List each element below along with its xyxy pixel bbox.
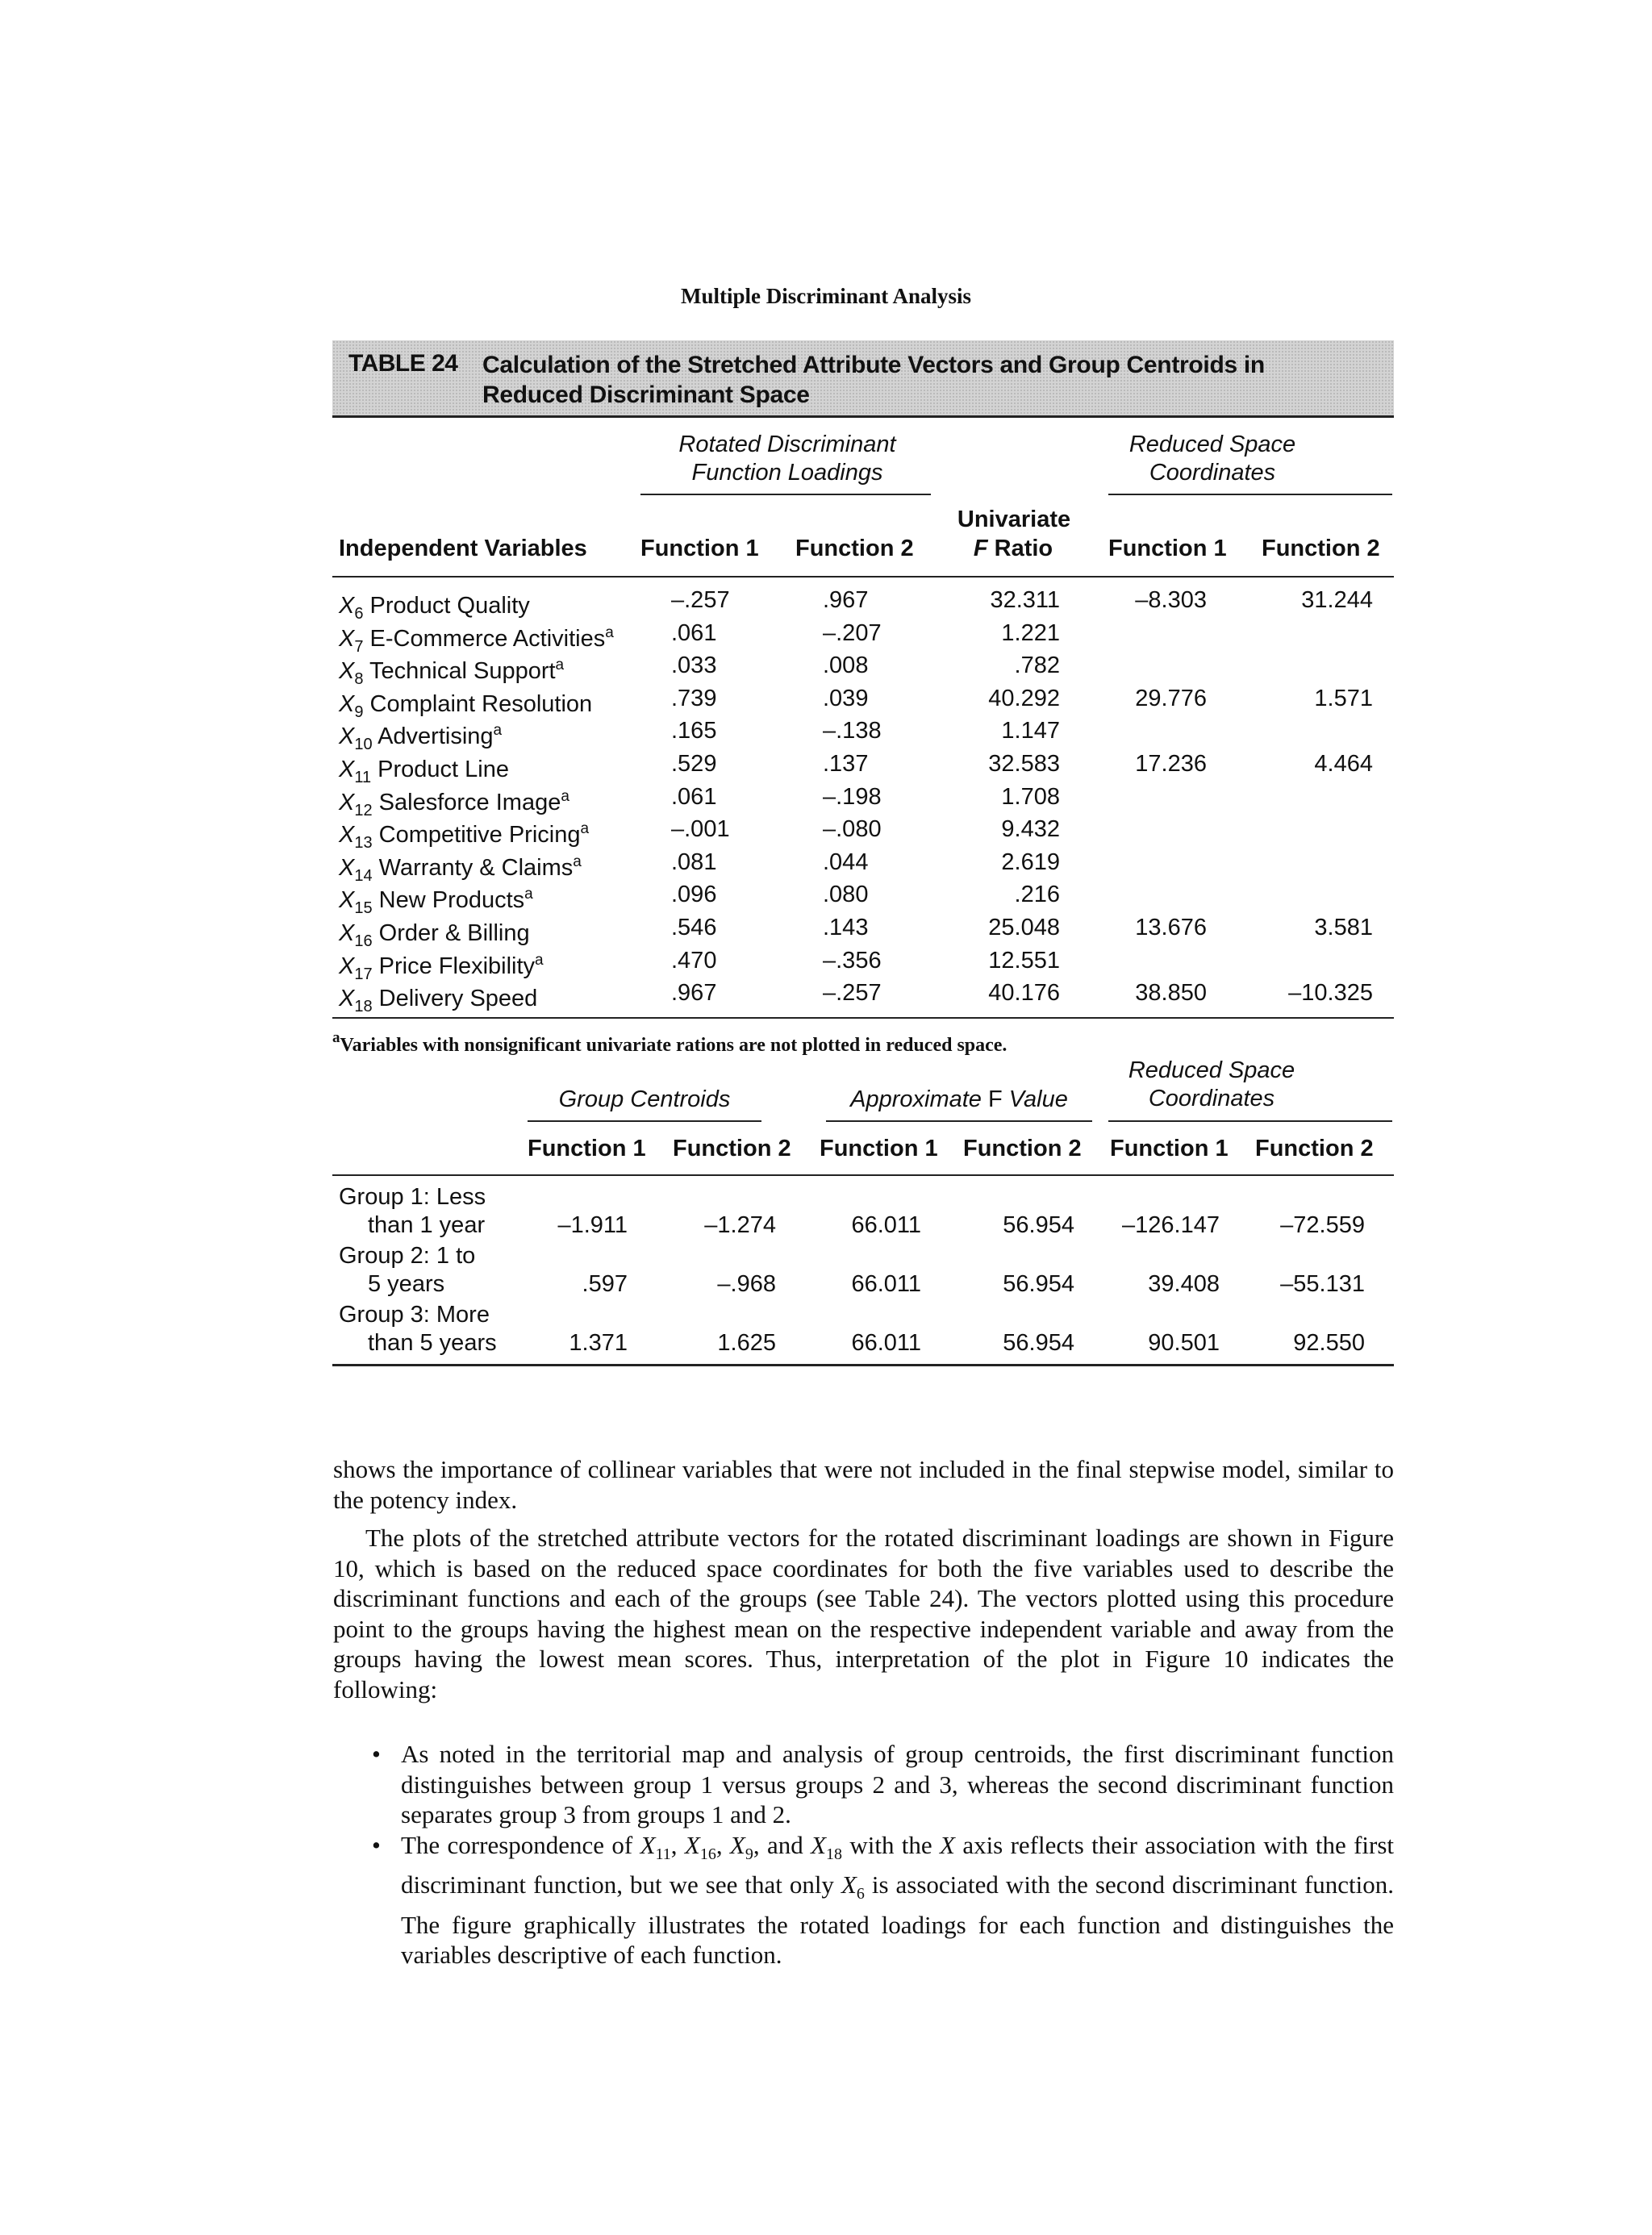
header-rule-loadings: [640, 494, 931, 495]
approx-f2-cell: 56.954: [1003, 1212, 1074, 1238]
loading-f1-cell: .033: [671, 653, 717, 679]
loading-f2-cell: –.198: [823, 783, 882, 810]
f-ratio-cell: 40.292: [988, 685, 1060, 711]
header-independent-variables: Independent Variables: [339, 536, 587, 561]
loading-f1-cell: .470: [671, 947, 717, 974]
bullet-item-2: • The correspondence of $X_{11}$, $X_{16}$, $X_9$, and $X_{18}$ with the X axis reflects their association with the first discriminant function, but we see that only $X_6$ is associated with the second discriminant function. The figure graphically illustrates the rotated loadings for each function and distinguishes the variables descriptive of each function.: [333, 1830, 1394, 1970]
table-footnote: $^a$Variables with nonsignificant univariate rations are not plotted in reduced space.: [332, 1029, 1007, 1056]
variable-name-cell: $X_{12}$ Salesforce Image$^a$: [339, 787, 569, 819]
bullet-item-1: • As noted in the territorial map and analysis of group centroids, the first discriminant function distinguishes between group 1 versus groups 2 and 3, whereas the second discriminant function separates group 3 from groups 1 and 2.: [333, 1739, 1394, 1830]
coord-f2-cell: 31.244: [1301, 587, 1373, 613]
header-approx-function1: Function 1: [820, 1136, 938, 1161]
loading-f1-cell: .096: [671, 882, 717, 908]
loading-f1-cell: .967: [671, 980, 717, 1007]
loading-f1-cell: .165: [671, 718, 717, 744]
f-ratio-cell: 1.708: [1001, 783, 1060, 810]
loading-f2-cell: –.080: [823, 816, 882, 843]
coord-f1-cell: 38.850: [1135, 980, 1207, 1007]
loading-f1-cell: .081: [671, 849, 717, 875]
group-label-line1: Group 1: Less: [339, 1184, 486, 1210]
coord-f1-cell: 13.676: [1135, 915, 1207, 940]
approx-f1-cell: 66.011: [851, 1271, 921, 1297]
header-approx-function2: Function 2: [963, 1136, 1082, 1161]
table-caption-banner: [332, 340, 1394, 418]
centroids-table: [332, 1057, 1394, 1367]
coord-f2-cell: 3.581: [1314, 915, 1373, 940]
header-f-ratio: F Ratio: [973, 536, 1053, 561]
variable-name-cell: $X_7$ E-Commerce Activities$^a$: [339, 623, 614, 656]
loading-f2-cell: –.356: [823, 947, 882, 974]
coord-f1-cell: 17.236: [1135, 751, 1207, 777]
loading-f2-cell: –.138: [823, 718, 882, 744]
coord2-f2-cell: –72.559: [1280, 1212, 1365, 1238]
loading-f1-cell: .546: [671, 915, 717, 940]
loading-f2-cell: .137: [823, 751, 869, 777]
group-label-line1: Group 3: More: [339, 1302, 490, 1328]
f-ratio-cell: 9.432: [1001, 816, 1060, 843]
f-ratio-cell: 1.221: [1001, 619, 1060, 646]
loading-f1-cell: .061: [671, 619, 717, 646]
header-coord2-function1: Function 1: [1110, 1136, 1229, 1161]
f-ratio-cell: 40.176: [988, 980, 1060, 1007]
centroid-f1-cell: .597: [582, 1271, 628, 1297]
loading-f2-cell: .044: [823, 849, 869, 875]
coord2-f1-cell: –126.147: [1122, 1212, 1220, 1238]
variable-name-cell: $X_{14}$ Warranty & Claims$^a$: [339, 853, 582, 885]
paragraph-figure-10: The plots of the stretched attribute vectors for the rotated discriminant loadings are shown in Figure 10, which is based on the reduced space coordinates for both the five variables used to describe the discriminant functions and each of the groups (see Table 24). The vectors plotted using this procedure point to the groups having the highest mean on the respective independent variable and away from the groups having the lowest mean scores. Thus, interpretation of the plot in Figure 10 indicates the following:: [333, 1524, 1394, 1703]
paragraph-continuation: shows the importance of collinear variables that were not included in the final stepwise model, similar to the potency index.: [333, 1455, 1394, 1514]
coord2-f2-cell: 92.550: [1293, 1330, 1365, 1356]
group-label-line2: than 5 years: [368, 1330, 497, 1356]
header-approximate-f: Approximate F Value: [850, 1086, 1068, 1112]
group-label-line1: Group 2: 1 to: [339, 1243, 476, 1269]
variable-name-cell: $X_{13}$ Competitive Pricing$^a$: [339, 820, 590, 853]
variable-name-cell: $X_{18}$ Delivery Speed: [339, 986, 538, 1016]
header-centroid-function2: Function 2: [673, 1136, 791, 1161]
loading-f1-cell: –.001: [671, 816, 730, 843]
rule-centroids: [528, 1120, 761, 1122]
running-header: Multiple Discriminant Analysis: [680, 284, 972, 308]
header-centroid-function1: Function 1: [528, 1136, 646, 1161]
header-coord-function2: Function 2: [1262, 536, 1380, 561]
variable-name-cell: $X_{10}$ Advertising$^a$: [339, 722, 503, 754]
variable-name-cell: $X_{11}$ Product Line: [339, 757, 509, 786]
header-reduced-coords: Reduced Space Coordinates: [1128, 432, 1296, 486]
coord-f1-cell: –8.303: [1135, 587, 1207, 613]
header-rule-coords: [1108, 494, 1392, 495]
header-rotated-loadings: Rotated Discriminant Function Loadings: [678, 432, 896, 486]
loading-f1-cell: –.257: [671, 587, 730, 613]
f-ratio-cell: 32.583: [988, 751, 1060, 777]
f-ratio-cell: 2.619: [1001, 849, 1060, 875]
loading-f2-cell: –.207: [823, 619, 882, 646]
header-coord-function1: Function 1: [1108, 536, 1227, 561]
coord-f1-cell: 29.776: [1135, 685, 1207, 711]
rule-approx-f: [826, 1120, 1092, 1122]
rule-centroid-header-bottom: [332, 1174, 1394, 1176]
variable-name-cell: $X_{17}$ Price Flexibility$^a$: [339, 951, 544, 983]
coord2-f2-cell: –55.131: [1280, 1271, 1365, 1297]
variable-name-cell: $X_6$ Product Quality: [339, 593, 530, 623]
table-bottom-rule: [332, 1017, 1394, 1019]
loading-f2-cell: –.257: [823, 980, 882, 1007]
header-bottom-rule: [332, 576, 1394, 578]
loadings-table: [332, 418, 1394, 1019]
loading-f2-cell: .039: [823, 685, 869, 711]
header-coord2-function2: Function 2: [1255, 1136, 1374, 1161]
approx-f2-cell: 56.954: [1003, 1330, 1074, 1356]
header-loading-function2: Function 2: [795, 536, 914, 561]
f-ratio-cell: 12.551: [988, 947, 1060, 974]
header-reduced-coords-2: Reduced Space Coordinates: [1128, 1057, 1295, 1111]
f-ratio-cell: 25.048: [988, 915, 1060, 940]
variable-name-cell: $X_8$ Technical Support$^a$: [339, 657, 565, 689]
loading-f1-cell: .739: [671, 685, 717, 711]
rule-coords-2: [1108, 1120, 1392, 1122]
header-univariate: Univariate: [957, 507, 1071, 532]
centroid-f1-cell: –1.911: [557, 1212, 628, 1238]
variable-name-cell: $X_9$ Complaint Resolution: [339, 690, 593, 721]
loading-f2-cell: .008: [823, 653, 869, 679]
header-group-centroids: Group Centroids: [558, 1086, 731, 1112]
coord-f2-cell: 1.571: [1314, 685, 1373, 711]
interpretation-bullets: [333, 1739, 1394, 1970]
rule-centroid-bottom: [332, 1364, 1394, 1366]
coord-f2-cell: 4.464: [1314, 751, 1373, 777]
loading-f1-cell: .061: [671, 783, 717, 810]
loading-f1-cell: .529: [671, 751, 717, 777]
approx-f1-cell: 66.011: [851, 1330, 921, 1356]
approx-f2-cell: 56.954: [1003, 1271, 1074, 1297]
f-ratio-cell: .216: [1014, 882, 1060, 908]
centroid-f2-cell: –.968: [717, 1271, 776, 1297]
group-label-line2: than 1 year: [368, 1212, 486, 1238]
table-label: TABLE 24: [348, 350, 458, 377]
centroid-f2-cell: –1.274: [704, 1212, 776, 1238]
centroid-f2-cell: 1.625: [717, 1330, 776, 1356]
coord-f2-cell: –10.325: [1288, 980, 1373, 1007]
variable-name-cell: $X_{15}$ New Products$^a$: [339, 886, 533, 918]
f-ratio-cell: .782: [1014, 653, 1060, 679]
approx-f1-cell: 66.011: [851, 1212, 921, 1238]
loading-f2-cell: .143: [823, 915, 869, 940]
group-label-line2: 5 years: [368, 1271, 445, 1297]
variable-name-cell: $X_{16}$ Order & Billing: [339, 920, 530, 950]
loading-f2-cell: .080: [823, 882, 869, 908]
coord2-f1-cell: 39.408: [1148, 1271, 1220, 1297]
f-ratio-cell: 1.147: [1001, 718, 1060, 744]
loading-f2-cell: .967: [823, 587, 869, 613]
table-title: Calculation of the Stretched Attribute Vectors and Group Centroids in Reduced Discriminant Space: [482, 352, 1265, 408]
f-ratio-cell: 32.311: [990, 587, 1060, 613]
coord2-f1-cell: 90.501: [1148, 1330, 1220, 1356]
header-loading-function1: Function 1: [640, 536, 759, 561]
centroid-f1-cell: 1.371: [569, 1330, 628, 1356]
